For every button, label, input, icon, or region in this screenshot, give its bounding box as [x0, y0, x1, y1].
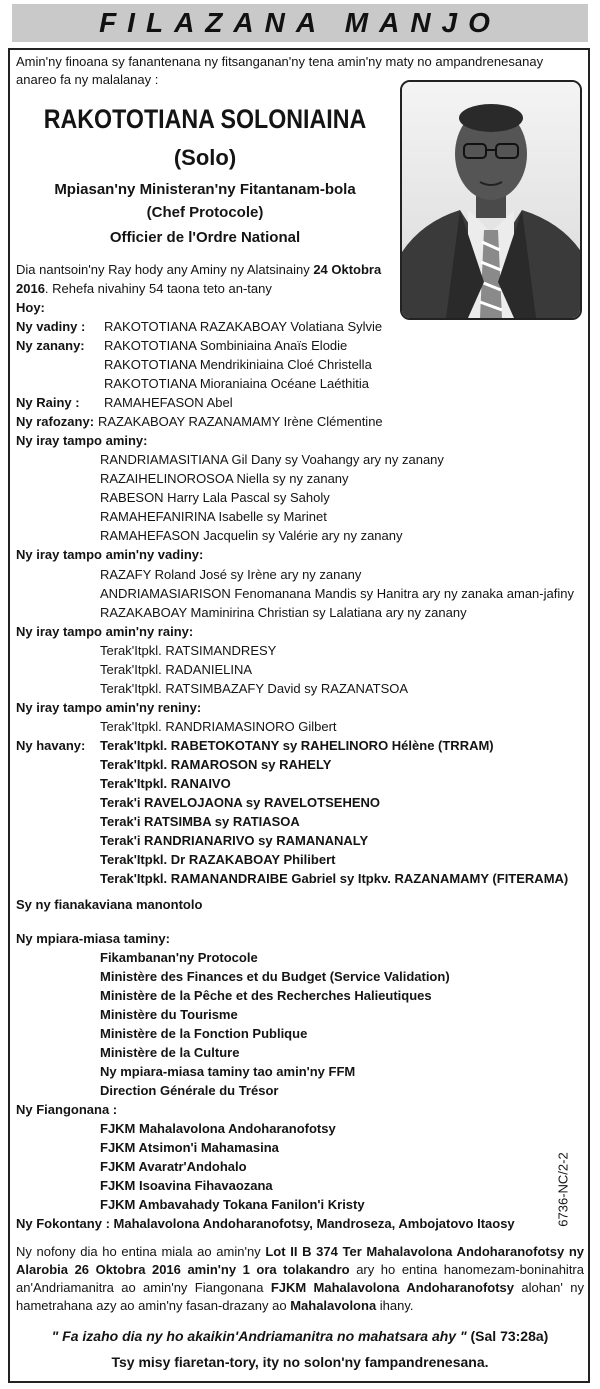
- father-sibling-1: Terak'Itpkl. RATSIMANDRESY: [100, 643, 277, 658]
- sibling-1: RANDRIAMASITIANA Gil Dany sy Voahangy ary ny zanany: [100, 452, 444, 467]
- funeral-burial-place: Mahalavolona: [290, 1298, 377, 1313]
- father-siblings-label: Ny iray tampo amin'ny rainy:: [16, 624, 194, 639]
- funeral-paragraph: [16, 1243, 584, 1315]
- church-2: FJKM Atsimon'i Mahamasina: [100, 1140, 279, 1155]
- church-3: FJKM Avaratr'Andohalo: [100, 1159, 247, 1174]
- relative-1: Terak'Itpkl. RABETOKOTANY sy RAHELINORO Hélène (TRRAM): [100, 738, 494, 753]
- colleague-1: Fikambanan'ny Protocole: [100, 950, 258, 965]
- colleague-6: Ministère de la Culture: [100, 1045, 240, 1060]
- closing-line: Tsy misy fiaretan-tory, ity no solon'ny fampandrenesana.: [111, 1354, 489, 1370]
- relative-4: Terak'i RAVELOJAONA sy RAVELOTSEHENO: [100, 795, 381, 810]
- funeral-text-1: Ny nofony dia ho entina miala ao amin'ny: [16, 1244, 266, 1259]
- child-1: RAKOTOTIANA Sombiniaina Anaïs Elodie: [104, 338, 348, 353]
- funeral-location: Lot II B 374 Ter Mahalavolona Andoharanofotsy ny Alarobia 26 Oktobra 2016 amin'ny 1 ora tolakandro: [16, 1244, 584, 1277]
- spouse-siblings-label: Ny iray tampo amin'ny vadiny:: [16, 547, 204, 562]
- relative-8: Terak'Itpkl. RAMANANDRAIBE Gabriel sy Itpkv. RAZANAMAMY (FITERAMA): [100, 871, 569, 886]
- colleague-5: Ministère de la Fonction Publique: [100, 1026, 308, 1041]
- church-1: FJKM Mahalavolona Andoharanofotsy: [100, 1121, 336, 1136]
- father-name: RAMAHEFASON Abel: [104, 395, 233, 410]
- sibling-5: RAMAHEFASON Jacquelin sy Valérie ary ny zanany: [100, 528, 403, 543]
- hoy-label: Hoy:: [16, 300, 45, 315]
- siblings-label: Ny iray tampo aminy:: [16, 433, 148, 448]
- churches-label: Ny Fiangonana :: [16, 1102, 118, 1117]
- funeral-church: FJKM Mahalavolona Andoharanofotsy: [270, 1280, 515, 1295]
- spouse-sibling-1: RAZAFY Roland José sy Irène ary ny zanany: [100, 567, 362, 582]
- deceased-title-2: (Chef Protocole): [146, 204, 264, 221]
- children-label: Ny zanany:: [16, 338, 85, 353]
- father-sibling-3: Terak'Itpkl. RATSIMBAZAFY David sy RAZANATSOA: [100, 681, 409, 696]
- death-line-1: [16, 261, 381, 279]
- spouse-name: RAKOTOTIANA RAZAKABOAY Volatiana Sylvie: [104, 319, 383, 334]
- church-4: FJKM Isoavina Fihavaozana: [100, 1178, 273, 1193]
- mother-sibling-1: Terak'Itpkl. RANDRIAMASINORO Gilbert: [100, 719, 337, 734]
- fokontany-line: [16, 1215, 515, 1233]
- spouse-sibling-3: RAZAKABOAY Maminirina Christian sy Lalatiana ary ny zanany: [100, 605, 467, 620]
- death-line-2: [16, 280, 272, 298]
- relative-6: Terak'i RANDRIANARIVO sy RAMANANALY: [100, 833, 369, 848]
- colleague-8: Direction Générale du Trésor: [100, 1083, 279, 1098]
- funeral-text-4: ihany.: [376, 1298, 414, 1313]
- bible-verse: [16, 1327, 584, 1345]
- funeral-text-3: alohan' ny hametrahana azy ao amin'ny fasan-drazany ao: [16, 1280, 584, 1313]
- banner-title: FILAZANA MANJO: [99, 7, 501, 38]
- death-date-text: Dia nantsoin'ny Ray hody any Aminy ny Alatsinainy: [16, 262, 314, 277]
- colleague-7: Ny mpiara-miasa taminy tao amin'ny FFM: [100, 1064, 356, 1079]
- whole-family: Sy ny fianakaviana manontolo: [16, 897, 203, 912]
- spouse-label: Ny vadiny :: [16, 319, 86, 334]
- child-3: RAKOTOTIANA Mioraniaina Océane Laéthitia: [104, 376, 369, 391]
- spouse-sibling-2: ANDRIAMASIARISON Fenomanana Mandis sy Hanitra ary ny zanaka aman-jafiny: [100, 586, 574, 601]
- in-law-name: RAZAKABOAY RAZANAMAMY Irène Clémentine: [98, 414, 383, 429]
- in-law-label: Ny rafozany:: [16, 414, 95, 429]
- relative-3: Terak'Itpkl. RANAIVO: [100, 776, 231, 791]
- mother-siblings-label: Ny iray tampo amin'ny reniny:: [16, 700, 202, 715]
- portrait-illustration: [402, 82, 580, 318]
- reference-code: 6736-NC/2-2: [555, 1152, 571, 1227]
- father-sibling-2: Terak'Itpkl. RADANIELINA: [100, 662, 253, 677]
- verse-reference: (Sal 73:28a): [466, 1328, 549, 1344]
- death-date-bold: 24 Oktobra: [313, 262, 382, 277]
- sibling-4: RAMAHEFANIRINA Isabelle sy Marinet: [100, 509, 327, 524]
- fokontany-label: Ny Fokontany :: [16, 1216, 110, 1231]
- funeral-text-2: ary ho entina hanomezam-boninahitra an'Andriamanitra ao amin'ny Fiangonana: [16, 1262, 584, 1295]
- relative-7: Terak'Itpkl. Dr RAZAKABOAY Philibert: [100, 852, 336, 867]
- sibling-3: RABESON Harry Lala Pascal sy Saholy: [100, 490, 330, 505]
- father-label: Ny Rainy :: [16, 395, 80, 410]
- deceased-nickname: (Solo): [173, 145, 237, 170]
- deceased-name: RAKOTOTIANA SOLONIAINA: [43, 104, 367, 134]
- relative-2: Terak'Itpkl. RAMAROSON sy RAHELY: [100, 757, 332, 772]
- colleague-4: Ministère du Tourisme: [100, 1007, 238, 1022]
- child-2: RAKOTOTIANA Mendrikiniaina Cloé Christella: [104, 357, 372, 372]
- deceased-title-3: Officier de l'Ordre National: [109, 229, 301, 246]
- colleagues-label: Ny mpiara-miasa taminy:: [16, 931, 170, 946]
- verse-quote: " Fa izaho dia ny ho akaikin'Andriamanitra no mahatsara ahy ": [51, 1328, 467, 1344]
- relative-5: Terak'i RATSIMBA sy RATIASOA: [100, 814, 300, 829]
- sibling-2: RAZAIHELINOROSOA Niella sy ny zanany: [100, 471, 349, 486]
- fokontany-value: Mahalavolona Andoharanofotsy, Mandroseza, Ambojatovo Itaosy: [113, 1216, 515, 1231]
- deceased-title-1: Mpiasan'ny Ministeran'ny Fitantanam-bola: [54, 181, 356, 198]
- colleague-2: Ministère des Finances et du Budget (Service Validation): [100, 969, 450, 984]
- death-year: 2016: [16, 281, 45, 296]
- portrait-photo: [400, 80, 582, 320]
- colleague-3: Ministère de la Pêche et des Recherches Halieutiques: [100, 988, 432, 1003]
- church-5: FJKM Ambavahady Tokana Fanilon'i Kristy: [100, 1197, 365, 1212]
- death-age: . Rehefa nivahiny 54 taona teto an-tany: [44, 281, 272, 296]
- intro-text: Amin'ny finoana sy fanantenana ny fitsanganan'ny tena amin'ny maty no ampandrenesanay anareo fa ny malalanay :: [16, 54, 544, 87]
- header-banner: [12, 4, 588, 42]
- relatives-label: Ny havany:: [16, 738, 86, 753]
